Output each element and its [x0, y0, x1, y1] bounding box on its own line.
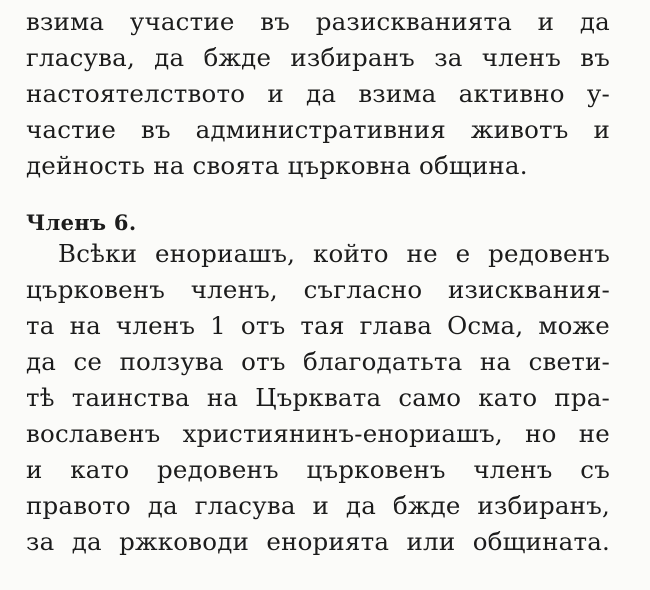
text-line: тѣ таинства на Църквата само като пра- [26, 383, 610, 412]
text-line: и като редовенъ църковенъ членъ съ [26, 455, 610, 484]
text-line: настоятелството и да взима активно у- [26, 79, 610, 108]
text-line: вославенъ християнинъ-енориашъ, но не [26, 419, 610, 448]
text-line: да се ползува отъ благодатьта на свети- [26, 347, 610, 376]
text-line: църковенъ членъ, съгласно изисквания- [26, 275, 610, 304]
text-line: та на членъ 1 отъ тая глава Осма, може [26, 311, 610, 340]
text-line: взима участие въ разискванията и да [26, 7, 610, 36]
text-line: правото да гласува и да бжде избиранъ, [26, 491, 610, 520]
text-line: дейность на своята църковна община. [26, 151, 528, 180]
text-line: частие въ административния животъ и [26, 115, 610, 144]
text-line: Всѣки енориашъ, който не е редовенъ [58, 239, 610, 268]
paragraph-continued [26, 4, 610, 184]
text-line: гласува, да бжде избиранъ за членъ въ [26, 43, 610, 72]
article-heading: Членъ 6. [26, 210, 137, 235]
article-paragraph [26, 236, 610, 560]
text-line: за да ржководи енорията или общината. [26, 527, 610, 556]
